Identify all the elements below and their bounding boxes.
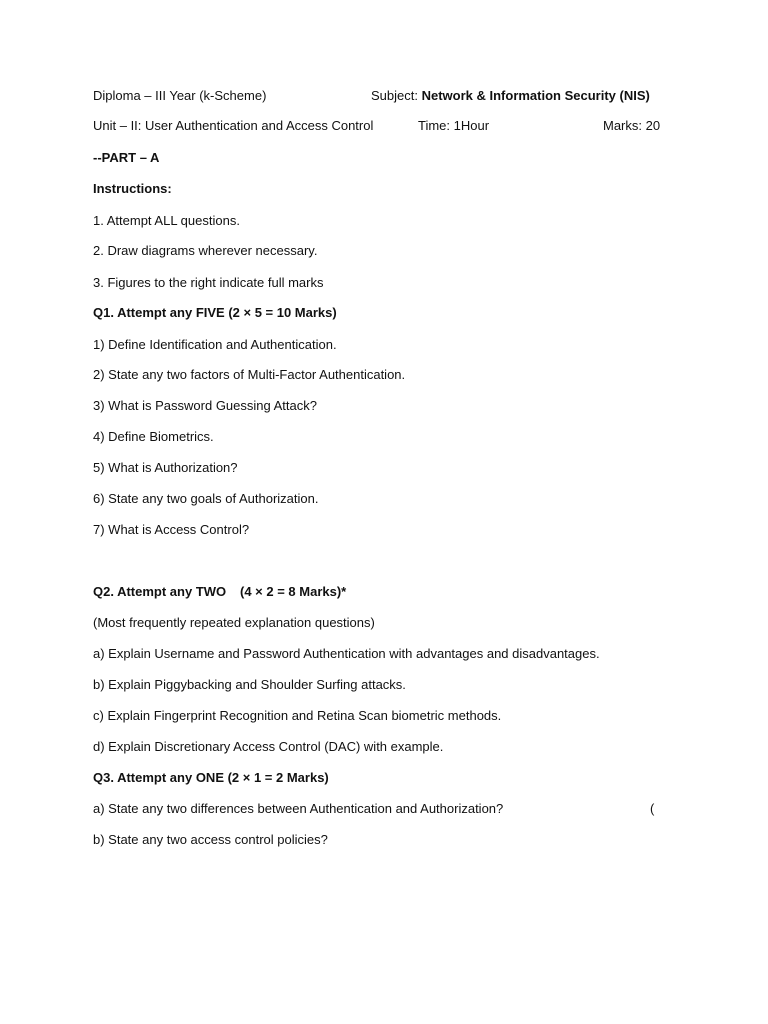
subject-value: Network & Information Security (NIS) bbox=[421, 88, 650, 103]
q1-item: 5) What is Authorization? bbox=[93, 460, 238, 475]
q3-title: Q3. Attempt any ONE (2 × 1 = 2 Marks) bbox=[93, 770, 329, 785]
q1-item: 1) Define Identification and Authentication. bbox=[93, 337, 337, 352]
q2-note: (Most frequently repeated explanation questions) bbox=[93, 615, 375, 630]
time-text: Time: 1Hour bbox=[418, 118, 490, 133]
diploma-text: Diploma – III Year (k-Scheme) bbox=[93, 88, 267, 103]
part-title: --PART – A bbox=[93, 150, 160, 165]
instructions-title: Instructions: bbox=[93, 181, 172, 196]
stray-parenthesis: ( bbox=[650, 801, 655, 816]
q2-item: d) Explain Discretionary Access Control (DAC) with example. bbox=[93, 739, 444, 754]
q2-item: a) Explain Username and Password Authentication with advantages and disadvantages. bbox=[93, 646, 600, 661]
unit-text: Unit – II: User Authentication and Access Control bbox=[93, 118, 374, 133]
q2-item: c) Explain Fingerprint Recognition and Retina Scan biometric methods. bbox=[93, 708, 502, 723]
q1-item: 4) Define Biometrics. bbox=[93, 429, 214, 444]
q1-item: 2) State any two factors of Multi-Factor Authentication. bbox=[93, 367, 406, 382]
q3-item: a) State any two differences between Authentication and Authorization? bbox=[93, 801, 504, 816]
instruction-item: 2. Draw diagrams wherever necessary. bbox=[93, 243, 318, 258]
marks-text: Marks: 20 bbox=[603, 118, 661, 133]
q1-item: 6) State any two goals of Authorization. bbox=[93, 491, 319, 506]
q2-item: b) Explain Piggybacking and Shoulder Surfing attacks. bbox=[93, 677, 406, 692]
q2-title: Q2. Attempt any TWO bbox=[93, 584, 227, 599]
subject-line bbox=[371, 88, 650, 104]
q2-marks: (4 × 2 = 8 Marks)* bbox=[240, 584, 347, 599]
q1-item: 3) What is Password Guessing Attack? bbox=[93, 398, 317, 413]
instruction-item: 3. Figures to the right indicate full marks bbox=[93, 275, 324, 290]
instruction-item: 1. Attempt ALL questions. bbox=[93, 213, 240, 228]
q3-item: b) State any two access control policies? bbox=[93, 832, 328, 847]
subject-label: Subject: bbox=[371, 88, 422, 103]
q1-item: 7) What is Access Control? bbox=[93, 522, 250, 537]
q1-title: Q1. Attempt any FIVE (2 × 5 = 10 Marks) bbox=[93, 305, 337, 320]
